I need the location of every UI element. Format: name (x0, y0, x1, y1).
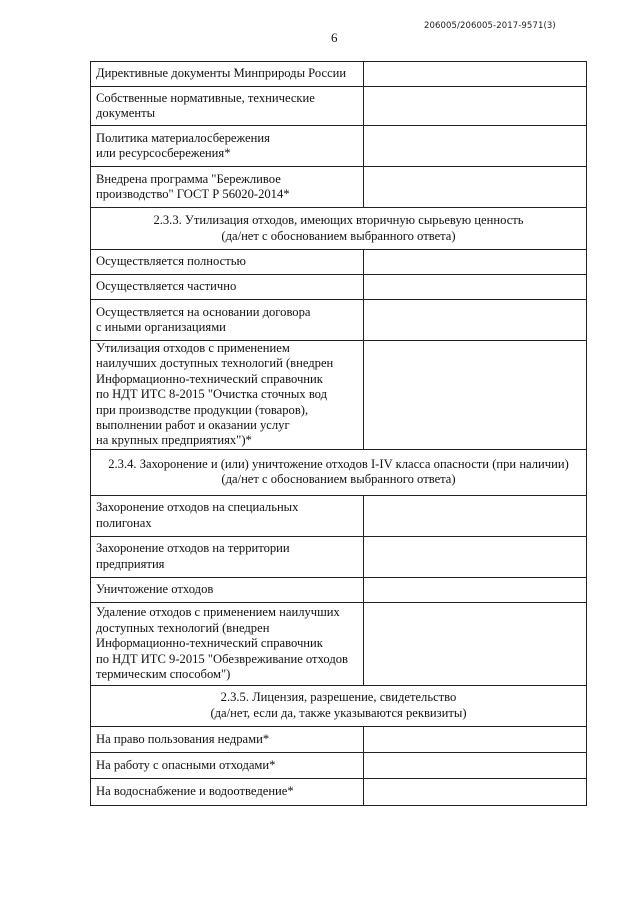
waste-management-form-table (90, 61, 587, 806)
document-code: 206005/206005-2017-9571(3) (424, 21, 556, 31)
table-row (91, 250, 587, 275)
answer-cell[interactable] (364, 602, 587, 685)
table-row (91, 602, 587, 685)
answer-cell[interactable] (364, 300, 587, 341)
table-row (91, 275, 587, 300)
answer-cell[interactable] (364, 577, 587, 602)
table-row (91, 87, 587, 126)
table-row (91, 778, 587, 805)
criterion-label: Захоронение отходов на специальных полигонах (91, 495, 364, 536)
criterion-label: Осуществляется полностью (91, 250, 364, 275)
answer-cell[interactable] (364, 752, 587, 778)
section-header-row (91, 685, 587, 726)
criterion-label: Захоронение отходов на территории предприятия (91, 536, 364, 577)
criterion-label: Осуществляется частично (91, 275, 364, 300)
criterion-label: Директивные документы Минприроды России (91, 62, 364, 87)
criterion-label: Уничтожение отходов (91, 577, 364, 602)
table-row (91, 752, 587, 778)
table-row (91, 726, 587, 752)
section-title: 2.3.4. Захоронение и (или) уничтожение отходов I-IV класса опасности (при наличии) (да/нет с обоснованием выбранного ответа) (91, 449, 587, 495)
answer-cell[interactable] (364, 275, 587, 300)
section-title: 2.3.3. Утилизация отходов, имеющих вторичную сырьевую ценность (да/нет с обоснованием выбранного ответа) (91, 208, 587, 250)
answer-cell[interactable] (364, 167, 587, 208)
answer-cell[interactable] (364, 778, 587, 805)
answer-cell[interactable] (364, 536, 587, 577)
table-row (91, 536, 587, 577)
section-title: 2.3.5. Лицензия, разрешение, свидетельство (да/нет, если да, также указываются реквизиты) (91, 685, 587, 726)
page-number: 6 (331, 30, 338, 45)
table-row (91, 341, 587, 450)
table-row (91, 495, 587, 536)
table-row (91, 300, 587, 341)
criterion-label: На водоснабжение и водоотведение* (91, 778, 364, 805)
answer-cell[interactable] (364, 495, 587, 536)
table-row (91, 62, 587, 87)
criterion-label: Утилизация отходов с применением наилучших доступных технологий (внедрен Информационно-технический справочник по НДТ ИТС 8-2015 "Очистка сточных вод при производстве продукции (товаров), выполнении работ и оказании услуг на крупных предприятиях")* (91, 341, 364, 450)
table-row (91, 577, 587, 602)
answer-cell[interactable] (364, 341, 587, 450)
answer-cell[interactable] (364, 726, 587, 752)
section-header-row (91, 208, 587, 250)
criterion-label: Собственные нормативные, технические документы (91, 87, 364, 126)
table-row (91, 126, 587, 167)
criterion-label: Осуществляется на основании договора с иными организациями (91, 300, 364, 341)
answer-cell[interactable] (364, 62, 587, 87)
criterion-label: На работу с опасными отходами* (91, 752, 364, 778)
answer-cell[interactable] (364, 250, 587, 275)
answer-cell[interactable] (364, 126, 587, 167)
table-row (91, 167, 587, 208)
section-header-row (91, 449, 587, 495)
criterion-label: На право пользования недрами* (91, 726, 364, 752)
answer-cell[interactable] (364, 87, 587, 126)
criterion-label: Политика материалосбережения или ресурсосбережения* (91, 126, 364, 167)
criterion-label: Внедрена программа "Бережливое производство" ГОСТ Р 56020-2014* (91, 167, 364, 208)
criterion-label: Удаление отходов с применением наилучших доступных технологий (внедрен Информационно-технический справочник по НДТ ИТС 9-2015 "Обезвреживание отходов термическим способом") (91, 602, 364, 685)
